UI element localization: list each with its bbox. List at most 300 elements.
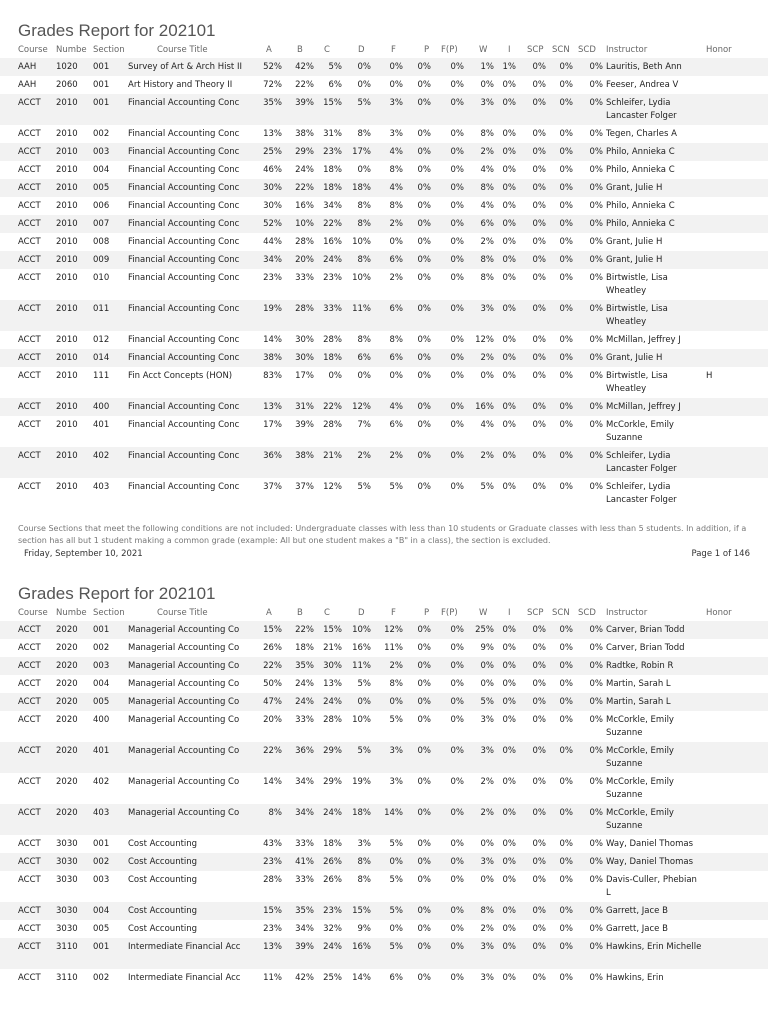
course-number: 2010 bbox=[56, 482, 78, 492]
instructor-name: Philo, Annieka C bbox=[606, 219, 675, 229]
grade-scp: 0% bbox=[532, 219, 546, 229]
course-number: 2020 bbox=[56, 715, 78, 725]
grade-fp: 0% bbox=[450, 942, 464, 952]
grade-scp: 0% bbox=[532, 304, 546, 314]
grade-w: 2% bbox=[480, 147, 494, 157]
grade-scn: 0% bbox=[559, 482, 573, 492]
grade-b: 34% bbox=[295, 777, 314, 787]
course-number: 3030 bbox=[56, 875, 78, 885]
grade-a: 19% bbox=[263, 304, 282, 314]
report-title: Grades Report for 202101 bbox=[18, 584, 216, 603]
course-number: 2010 bbox=[56, 201, 78, 211]
grade-p: 0% bbox=[417, 924, 431, 934]
grade-p: 0% bbox=[417, 625, 431, 635]
course-number: 2010 bbox=[56, 255, 78, 265]
table-row bbox=[0, 300, 768, 331]
course-number: 2020 bbox=[56, 625, 78, 635]
grade-scd: 0% bbox=[589, 857, 603, 867]
grade-scn: 0% bbox=[559, 147, 573, 157]
grade-c: 29% bbox=[323, 746, 342, 756]
header-scn: SCN bbox=[552, 45, 570, 55]
course-title: Financial Accounting Conc bbox=[128, 482, 240, 492]
grade-c: 21% bbox=[323, 451, 342, 461]
course-section: 400 bbox=[93, 402, 110, 412]
grade-b: 38% bbox=[295, 451, 314, 461]
grade-i: 0% bbox=[502, 625, 516, 635]
table-row bbox=[0, 447, 768, 478]
grade-b: 41% bbox=[295, 857, 314, 867]
grade-scp: 0% bbox=[532, 147, 546, 157]
grade-scp: 0% bbox=[532, 875, 546, 885]
header-instructor: Instructor bbox=[606, 608, 648, 618]
grade-a: 13% bbox=[263, 942, 282, 952]
course-number: 2060 bbox=[56, 80, 78, 90]
grade-f: 0% bbox=[389, 62, 403, 72]
course-title: Managerial Accounting Co bbox=[128, 643, 240, 653]
grade-scp: 0% bbox=[532, 402, 546, 412]
grade-scd: 0% bbox=[589, 165, 603, 175]
course-section: 001 bbox=[93, 80, 110, 90]
grade-fp: 0% bbox=[450, 808, 464, 818]
grade-c: 32% bbox=[323, 924, 342, 934]
course-code: ACCT bbox=[18, 420, 41, 430]
course-section: 002 bbox=[93, 129, 110, 139]
grade-i: 0% bbox=[502, 906, 516, 916]
table-row bbox=[0, 269, 768, 300]
grade-w: 0% bbox=[480, 875, 494, 885]
grade-f: 2% bbox=[389, 451, 403, 461]
grade-d: 17% bbox=[352, 147, 371, 157]
grade-scd: 0% bbox=[589, 201, 603, 211]
grade-scd: 0% bbox=[589, 625, 603, 635]
table-row bbox=[0, 853, 768, 871]
grade-c: 28% bbox=[323, 335, 342, 345]
grade-b: 35% bbox=[295, 661, 314, 671]
grade-scd: 0% bbox=[589, 255, 603, 265]
grade-d: 18% bbox=[352, 808, 371, 818]
table-row bbox=[0, 233, 768, 251]
table-row bbox=[0, 179, 768, 197]
grade-p: 0% bbox=[417, 746, 431, 756]
header-fp: F(P) bbox=[441, 608, 458, 618]
grade-scd: 0% bbox=[589, 777, 603, 787]
grade-c: 28% bbox=[323, 715, 342, 725]
grade-scn: 0% bbox=[559, 942, 573, 952]
grade-w: 3% bbox=[480, 857, 494, 867]
table-row bbox=[0, 920, 768, 938]
course-code: ACCT bbox=[18, 371, 41, 381]
grade-p: 0% bbox=[417, 906, 431, 916]
course-code: ACCT bbox=[18, 255, 41, 265]
header-scn: SCN bbox=[552, 608, 570, 618]
grade-i: 0% bbox=[502, 451, 516, 461]
grade-d: 7% bbox=[357, 420, 371, 430]
grade-i: 0% bbox=[502, 973, 516, 983]
grade-scn: 0% bbox=[559, 643, 573, 653]
course-section: 010 bbox=[93, 273, 110, 283]
table-row bbox=[0, 938, 768, 969]
course-title: Financial Accounting Conc bbox=[128, 255, 240, 265]
grade-f: 6% bbox=[389, 420, 403, 430]
table-row bbox=[0, 711, 768, 742]
grade-f: 8% bbox=[389, 165, 403, 175]
grade-p: 0% bbox=[417, 273, 431, 283]
table-row bbox=[0, 871, 768, 902]
grade-c: 24% bbox=[323, 255, 342, 265]
grade-scp: 0% bbox=[532, 715, 546, 725]
grade-c: 24% bbox=[323, 942, 342, 952]
grade-a: 11% bbox=[263, 973, 282, 983]
grade-scn: 0% bbox=[559, 371, 573, 381]
grade-scd: 0% bbox=[589, 335, 603, 345]
table-row bbox=[0, 125, 768, 143]
header-f: F bbox=[391, 45, 396, 55]
grade-w: 12% bbox=[475, 335, 494, 345]
course-code: ACCT bbox=[18, 304, 41, 314]
course-number: 2010 bbox=[56, 237, 78, 247]
course-title: Financial Accounting Conc bbox=[128, 353, 240, 363]
grade-f: 0% bbox=[389, 857, 403, 867]
grade-p: 0% bbox=[417, 353, 431, 363]
table-row bbox=[0, 804, 768, 835]
course-number: 2010 bbox=[56, 304, 78, 314]
grade-scn: 0% bbox=[559, 80, 573, 90]
grade-scp: 0% bbox=[532, 98, 546, 108]
grade-p: 0% bbox=[417, 482, 431, 492]
grade-w: 2% bbox=[480, 451, 494, 461]
grade-scd: 0% bbox=[589, 371, 603, 381]
grade-d: 12% bbox=[352, 402, 371, 412]
header-b: B bbox=[297, 608, 303, 618]
course-section: 401 bbox=[93, 420, 110, 430]
header-title: Course Title bbox=[157, 608, 208, 618]
grade-scp: 0% bbox=[532, 255, 546, 265]
grade-scp: 0% bbox=[532, 777, 546, 787]
report-title: Grades Report for 202101 bbox=[18, 21, 216, 40]
grade-a: 13% bbox=[263, 129, 282, 139]
grade-i: 0% bbox=[502, 482, 516, 492]
course-section: 005 bbox=[93, 697, 110, 707]
grade-scp: 0% bbox=[532, 165, 546, 175]
grade-i: 0% bbox=[502, 679, 516, 689]
grade-scn: 0% bbox=[559, 839, 573, 849]
grade-d: 0% bbox=[357, 62, 371, 72]
grade-d: 8% bbox=[357, 201, 371, 211]
course-title: Cost Accounting bbox=[128, 839, 198, 849]
grade-scp: 0% bbox=[532, 80, 546, 90]
grade-w: 0% bbox=[480, 80, 494, 90]
grade-c: 0% bbox=[328, 371, 342, 381]
grade-c: 13% bbox=[323, 679, 342, 689]
grade-scp: 0% bbox=[532, 924, 546, 934]
grade-p: 0% bbox=[417, 857, 431, 867]
grade-i: 0% bbox=[502, 777, 516, 787]
grade-f: 5% bbox=[389, 839, 403, 849]
instructor-name: McCorkle, Emily Suzanne bbox=[606, 715, 674, 738]
grade-d: 10% bbox=[352, 625, 371, 635]
grade-scd: 0% bbox=[589, 129, 603, 139]
grade-w: 2% bbox=[480, 353, 494, 363]
course-section: 001 bbox=[93, 62, 110, 72]
grade-p: 0% bbox=[417, 697, 431, 707]
course-code: ACCT bbox=[18, 165, 41, 175]
grade-i: 0% bbox=[502, 147, 516, 157]
honor-flag: H bbox=[706, 371, 713, 381]
grade-d: 0% bbox=[357, 80, 371, 90]
grade-a: 28% bbox=[263, 875, 282, 885]
grade-c: 18% bbox=[323, 353, 342, 363]
instructor-name: Schleifer, Lydia Lancaster Folger bbox=[606, 98, 677, 121]
grade-w: 3% bbox=[480, 973, 494, 983]
grade-scn: 0% bbox=[559, 857, 573, 867]
instructor-name: McMillan, Jeffrey J bbox=[606, 402, 681, 412]
grade-fp: 0% bbox=[450, 906, 464, 916]
instructor-name: Way, Daniel Thomas bbox=[606, 857, 693, 867]
grade-f: 3% bbox=[389, 129, 403, 139]
table-row bbox=[0, 478, 768, 509]
grade-a: 52% bbox=[263, 219, 282, 229]
grade-scd: 0% bbox=[589, 353, 603, 363]
grade-scd: 0% bbox=[589, 98, 603, 108]
course-number: 2010 bbox=[56, 165, 78, 175]
course-title: Cost Accounting bbox=[128, 857, 198, 867]
grade-scp: 0% bbox=[532, 62, 546, 72]
grade-d: 10% bbox=[352, 715, 371, 725]
grade-a: 22% bbox=[263, 661, 282, 671]
grade-d: 19% bbox=[352, 777, 371, 787]
grade-scn: 0% bbox=[559, 808, 573, 818]
instructor-name: Davis-Culler, Phebian L bbox=[606, 875, 697, 898]
grade-w: 9% bbox=[480, 643, 494, 653]
instructor-name: Birtwistle, Lisa Wheatley bbox=[606, 273, 668, 296]
course-section: 111 bbox=[93, 371, 110, 381]
grade-c: 15% bbox=[323, 625, 342, 635]
grade-a: 34% bbox=[263, 255, 282, 265]
instructor-name: Lauritis, Beth Ann bbox=[606, 62, 682, 72]
grade-scp: 0% bbox=[532, 201, 546, 211]
grade-fp: 0% bbox=[450, 420, 464, 430]
grade-b: 42% bbox=[295, 973, 314, 983]
course-section: 402 bbox=[93, 451, 110, 461]
grade-b: 28% bbox=[295, 304, 314, 314]
grade-i: 0% bbox=[502, 942, 516, 952]
grade-fp: 0% bbox=[450, 304, 464, 314]
course-code: ACCT bbox=[18, 715, 41, 725]
grade-fp: 0% bbox=[450, 371, 464, 381]
grade-i: 0% bbox=[502, 201, 516, 211]
grade-f: 5% bbox=[389, 906, 403, 916]
grade-scd: 0% bbox=[589, 715, 603, 725]
grade-p: 0% bbox=[417, 304, 431, 314]
course-number: 3030 bbox=[56, 924, 78, 934]
header-honor: Honor bbox=[706, 45, 732, 55]
grade-c: 24% bbox=[323, 808, 342, 818]
course-section: 001 bbox=[93, 839, 110, 849]
table-row bbox=[0, 251, 768, 269]
grade-d: 0% bbox=[357, 697, 371, 707]
grade-d: 14% bbox=[352, 973, 371, 983]
course-code: ACCT bbox=[18, 679, 41, 689]
course-section: 001 bbox=[93, 98, 110, 108]
grade-i: 0% bbox=[502, 643, 516, 653]
course-number: 2020 bbox=[56, 808, 78, 818]
grade-w: 4% bbox=[480, 201, 494, 211]
course-title: Financial Accounting Conc bbox=[128, 402, 240, 412]
course-code: ACCT bbox=[18, 353, 41, 363]
grade-w: 6% bbox=[480, 219, 494, 229]
grade-d: 11% bbox=[352, 304, 371, 314]
grade-c: 26% bbox=[323, 857, 342, 867]
grade-a: 13% bbox=[263, 402, 282, 412]
course-code: ACCT bbox=[18, 219, 41, 229]
grade-w: 0% bbox=[480, 679, 494, 689]
grade-i: 0% bbox=[502, 255, 516, 265]
instructor-name: Schleifer, Lydia Lancaster Folger bbox=[606, 451, 677, 474]
grade-scd: 0% bbox=[589, 973, 603, 983]
grade-d: 8% bbox=[357, 255, 371, 265]
header-fp: F(P) bbox=[441, 45, 458, 55]
course-title: Financial Accounting Conc bbox=[128, 219, 240, 229]
grade-c: 25% bbox=[323, 973, 342, 983]
grade-fp: 0% bbox=[450, 924, 464, 934]
grade-p: 0% bbox=[417, 451, 431, 461]
course-section: 004 bbox=[93, 679, 110, 689]
grade-d: 3% bbox=[357, 839, 371, 849]
grade-scd: 0% bbox=[589, 183, 603, 193]
course-code: ACCT bbox=[18, 451, 41, 461]
grade-scp: 0% bbox=[532, 661, 546, 671]
grade-fp: 0% bbox=[450, 165, 464, 175]
grade-scp: 0% bbox=[532, 335, 546, 345]
course-code: ACCT bbox=[18, 183, 41, 193]
course-number: 2010 bbox=[56, 98, 78, 108]
course-code: ACCT bbox=[18, 661, 41, 671]
grade-scn: 0% bbox=[559, 201, 573, 211]
grade-w: 3% bbox=[480, 304, 494, 314]
grade-w: 8% bbox=[480, 129, 494, 139]
table-row bbox=[0, 657, 768, 675]
grade-a: 23% bbox=[263, 857, 282, 867]
header-f: F bbox=[391, 608, 396, 618]
grade-c: 6% bbox=[328, 80, 342, 90]
grade-p: 0% bbox=[417, 62, 431, 72]
course-section: 002 bbox=[93, 857, 110, 867]
grade-scn: 0% bbox=[559, 62, 573, 72]
grade-i: 0% bbox=[502, 746, 516, 756]
grade-scp: 0% bbox=[532, 625, 546, 635]
grade-scd: 0% bbox=[589, 62, 603, 72]
grade-scp: 0% bbox=[532, 808, 546, 818]
grade-b: 36% bbox=[295, 746, 314, 756]
grade-p: 0% bbox=[417, 875, 431, 885]
column-headers bbox=[0, 605, 768, 621]
grade-scp: 0% bbox=[532, 273, 546, 283]
grade-scn: 0% bbox=[559, 273, 573, 283]
grade-b: 24% bbox=[295, 165, 314, 175]
course-number: 2010 bbox=[56, 402, 78, 412]
grade-scd: 0% bbox=[589, 746, 603, 756]
grade-d: 8% bbox=[357, 875, 371, 885]
grade-scn: 0% bbox=[559, 237, 573, 247]
exclusion-note: Course Sections that meet the following conditions are not included: Undergraduate classes with less than 10 students or Graduate classes with less than 5 students. In addition, if a section has all but 1 student making a common grade (example: All but one student makes a "B" in a class), the section is excluded. bbox=[18, 524, 747, 545]
course-code: ACCT bbox=[18, 335, 41, 345]
grade-f: 2% bbox=[389, 273, 403, 283]
header-instructor: Instructor bbox=[606, 45, 648, 55]
table-row bbox=[0, 693, 768, 711]
grade-b: 20% bbox=[295, 255, 314, 265]
grade-d: 11% bbox=[352, 661, 371, 671]
instructor-name: McCorkle, Emily Suzanne bbox=[606, 808, 674, 831]
header-scp: SCP bbox=[527, 608, 544, 618]
grade-c: 28% bbox=[323, 420, 342, 430]
course-number: 1020 bbox=[56, 62, 78, 72]
grade-d: 18% bbox=[352, 183, 371, 193]
course-code: ACCT bbox=[18, 906, 41, 916]
instructor-name: Feeser, Andrea V bbox=[606, 80, 679, 90]
header-c: C bbox=[324, 45, 330, 55]
course-number: 2010 bbox=[56, 183, 78, 193]
table-row bbox=[0, 621, 768, 639]
grade-w: 8% bbox=[480, 183, 494, 193]
grade-scd: 0% bbox=[589, 839, 603, 849]
grade-b: 39% bbox=[295, 942, 314, 952]
grade-w: 0% bbox=[480, 371, 494, 381]
grade-fp: 0% bbox=[450, 335, 464, 345]
grade-i: 0% bbox=[502, 98, 516, 108]
grade-fp: 0% bbox=[450, 62, 464, 72]
instructor-name: Hawkins, Erin bbox=[606, 973, 664, 983]
grade-f: 0% bbox=[389, 237, 403, 247]
table-row bbox=[0, 215, 768, 233]
header-section: Section bbox=[93, 608, 125, 618]
grade-d: 8% bbox=[357, 129, 371, 139]
grade-f: 6% bbox=[389, 304, 403, 314]
report-date: Friday, September 10, 2021 bbox=[24, 549, 143, 559]
grade-c: 29% bbox=[323, 777, 342, 787]
course-code: ACCT bbox=[18, 746, 41, 756]
course-title: Financial Accounting Conc bbox=[128, 201, 240, 211]
grade-fp: 0% bbox=[450, 625, 464, 635]
table-row bbox=[0, 416, 768, 447]
grade-scd: 0% bbox=[589, 219, 603, 229]
grade-i: 0% bbox=[502, 219, 516, 229]
grade-i: 0% bbox=[502, 273, 516, 283]
course-section: 001 bbox=[93, 942, 110, 952]
grade-a: 14% bbox=[263, 777, 282, 787]
grade-b: 35% bbox=[295, 906, 314, 916]
course-number: 2010 bbox=[56, 147, 78, 157]
grade-p: 0% bbox=[417, 183, 431, 193]
grade-b: 28% bbox=[295, 237, 314, 247]
grade-fp: 0% bbox=[450, 697, 464, 707]
course-number: 2010 bbox=[56, 335, 78, 345]
grade-p: 0% bbox=[417, 129, 431, 139]
header-a: A bbox=[266, 608, 272, 618]
grade-fp: 0% bbox=[450, 255, 464, 265]
table-row bbox=[0, 675, 768, 693]
grade-f: 8% bbox=[389, 335, 403, 345]
course-section: 003 bbox=[93, 147, 110, 157]
grade-f: 8% bbox=[389, 201, 403, 211]
grade-b: 16% bbox=[295, 201, 314, 211]
grade-b: 39% bbox=[295, 420, 314, 430]
grade-b: 22% bbox=[295, 625, 314, 635]
course-title: Survey of Art & Arch Hist II bbox=[128, 62, 242, 72]
grade-f: 4% bbox=[389, 147, 403, 157]
course-section: 007 bbox=[93, 219, 110, 229]
grade-d: 0% bbox=[357, 371, 371, 381]
grade-scp: 0% bbox=[532, 643, 546, 653]
